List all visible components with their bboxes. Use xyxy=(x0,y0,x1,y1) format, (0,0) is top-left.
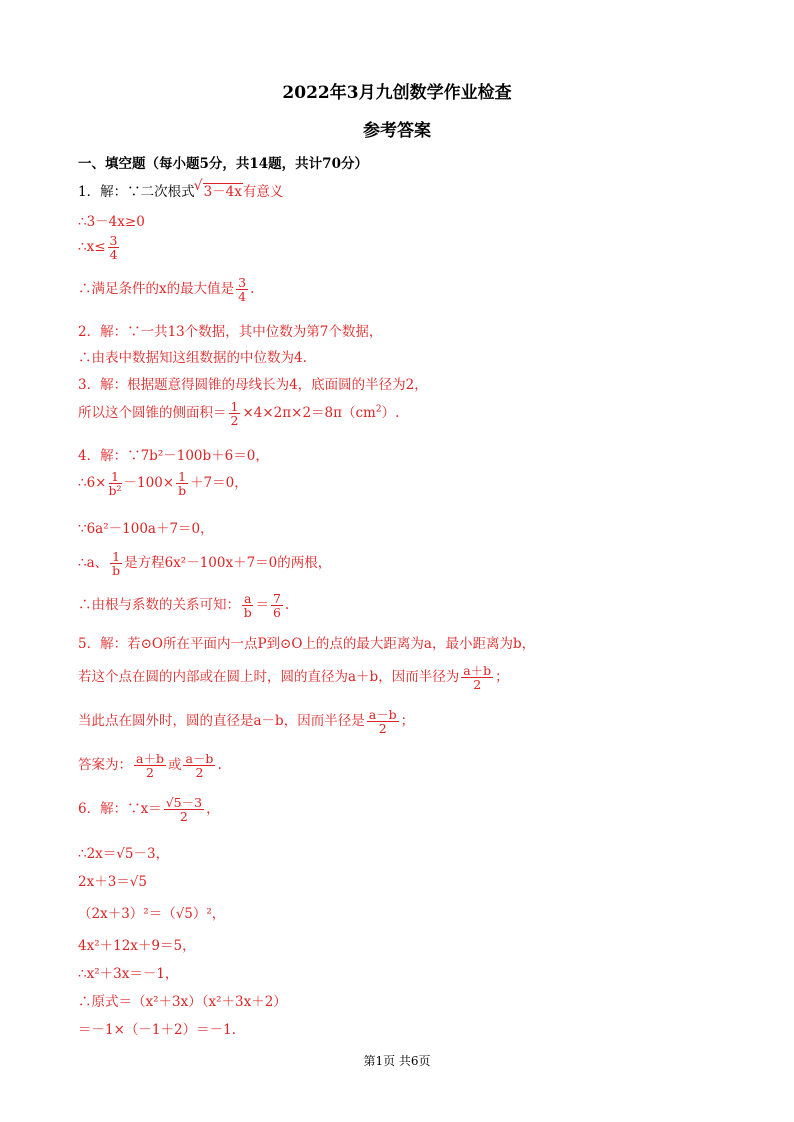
q1-line-2: ∴3－4x≥0 xyxy=(78,214,145,230)
q4-line-1: 4．解：∵7b²－100b＋6＝0， xyxy=(78,448,269,464)
q6-line-8: ＝－1×（－1＋2）＝－1. xyxy=(78,1022,236,1038)
q5-line-4: 答案为： $\frac{a+b}{2}$ 或 $\frac{a-b}{2}$ . xyxy=(78,751,222,781)
q5-line-3: 当此点在圆外时，圆的直径是a－b，因而半径是 $\frac{a-b}{2}$ ； xyxy=(78,707,415,737)
page-title: 2022年3月九创数学作业检查 xyxy=(282,83,512,103)
q1-line-3: ∴x≤ $\frac{3}{4}$ xyxy=(78,233,118,263)
page-footer: 第1页 共6页 xyxy=(363,1054,431,1068)
q1-radical: √ 3－4x xyxy=(195,180,243,200)
page-subtitle: 参考答案 xyxy=(363,121,431,141)
q6-line-7: ∴原式＝（x²＋3x）（x²＋3x＋2） xyxy=(78,994,287,1010)
q4-line-2: ∴6× $\frac{1}{\text{b²}}$ －100× $\frac{1}{b}$ ＋7＝0， xyxy=(78,469,248,499)
q6-line-3: 2x＋3＝√5 xyxy=(78,874,147,890)
q4-line-4: ∴a、 $\frac{1}{b}$ 是方程6x²－100x＋7＝0的两根， xyxy=(78,549,332,579)
q6-line-4: （2x＋3）²＝（√5）²， xyxy=(78,906,226,922)
q3-line-2: 所以这个圆锥的侧面积＝ $\frac{1}{2}$ $\times 4\times 2\pi\times 2=8\pi(cm^2)$. xyxy=(78,399,400,429)
q6-line-6: ∴x²＋3x＝－1， xyxy=(78,966,179,982)
q2-line-1: 2．解：∵一共13个数据，其中位数为第7个数据， xyxy=(78,324,383,340)
q3-line-1: 3．解：根据题意得圆锥的母线长为4，底面圆的半径为2， xyxy=(78,377,428,393)
q1-line-4: ∴满足条件的x的最大值是 $\frac{3}{4}$ . xyxy=(78,275,255,305)
q1-line-1: 1．解：∵二次根式√ 3－4x有意义 xyxy=(78,180,283,200)
q6-line-5: 4x²＋12x＋9＝5， xyxy=(78,938,196,954)
q2-line-2: ∴由表中数据知这组数据的中位数为4. xyxy=(78,350,307,366)
q5-line-2: 若这个点在圆的内部或在圆上时，圆的直径为a＋b，因而半径为 $\frac{a+b}{2}$ ； xyxy=(78,663,509,693)
q4-line-5: ∴由根与系数的关系可知： $\frac{a}{b}$ ＝ $\frac{7}{6}$ . xyxy=(78,591,290,621)
q4-line-3: ∵6a²－100a＋7＝0， xyxy=(78,521,214,537)
q6-line-2: ∴2x＝√5－3， xyxy=(78,846,170,862)
q5-line-1: 5．解：若⊙O所在平面内一点P到⊙O上的点的最大距离为a，最小距离为b， xyxy=(78,636,536,652)
q6-line-1: 6．解：∵x＝ $\frac{√5-3}{2}$ ， xyxy=(78,795,220,825)
section-heading: 一、填空题（每小题5分，共14题，共计70分） xyxy=(78,156,368,172)
